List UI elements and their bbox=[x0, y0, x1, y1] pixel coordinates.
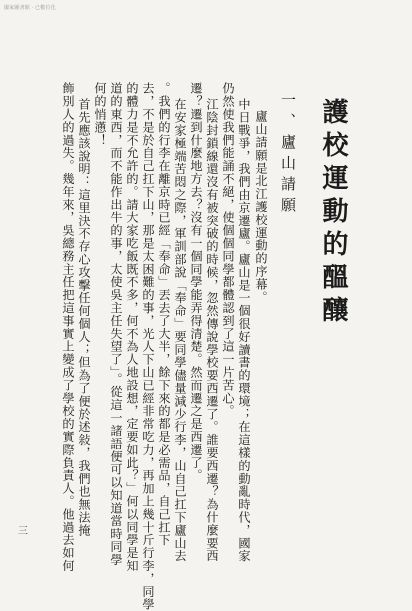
body-column: 廬山請願是北江護校運動的序幕。 bbox=[254, 110, 268, 304]
body-column: 的體力是不允許的。請大家吃飯既不多，何不為人地設想，定要如此？」何以同學是知 bbox=[125, 82, 139, 573]
body-column: 中日戰爭，我們由京遷廬。廬山是一個很好讀書的環境；在這樣的動亂時代，國家 bbox=[237, 98, 251, 563]
section-title: 一、廬山請願 bbox=[279, 92, 297, 218]
body-column: 仍然使我們能誦不絕，使個個同學都體認到了這一片苦心。 bbox=[221, 82, 235, 418]
body-column: 江陰封鎖線還沒有被突破的時候，忽然傳說學校要西遷了。誰要西遷？為什麼要西 bbox=[205, 98, 219, 563]
body-column: 飾別人的過失。幾年來，吳總務主任把這事實上變成了學校的實際負責人。他過去如何 bbox=[61, 82, 75, 573]
page-number: 三 bbox=[18, 526, 28, 537]
library-scan-stamp: 國家圖書館 · 已數位化 bbox=[4, 5, 56, 11]
body-column: 首先應該說明：這里決不存心攻擊任何個人；但為了便於述敍，我們也無法掩 bbox=[77, 98, 91, 537]
body-column: 去，不是於自己扛下山，那是太困難的事，光人下山已經非常吃力，再加上幾十斤行李，同學 bbox=[141, 82, 155, 611]
body-column: 在安家極端苦悶之際，軍訓部說「奉命」要同學儘量減少行李，山自己扛下廬山去 bbox=[173, 98, 187, 563]
body-column: 遷？遷到什麼地方去？沒有一個同學能弄得清楚。然而遷之是西遷了。 bbox=[189, 82, 203, 482]
body-column: 。我們的行李在離京時已經「奉命」丟去了大半，餘下來的都是必需品，自己扛下 bbox=[157, 82, 171, 547]
body-column: 何的悄懣！ bbox=[93, 82, 107, 147]
body-column: 道的東西，而不能作出牛的事，太使吳主任失望了」。從這一諸語便可以知道當時同學 bbox=[109, 82, 123, 567]
chapter-title: 護校運動的醞釀 bbox=[318, 98, 348, 329]
